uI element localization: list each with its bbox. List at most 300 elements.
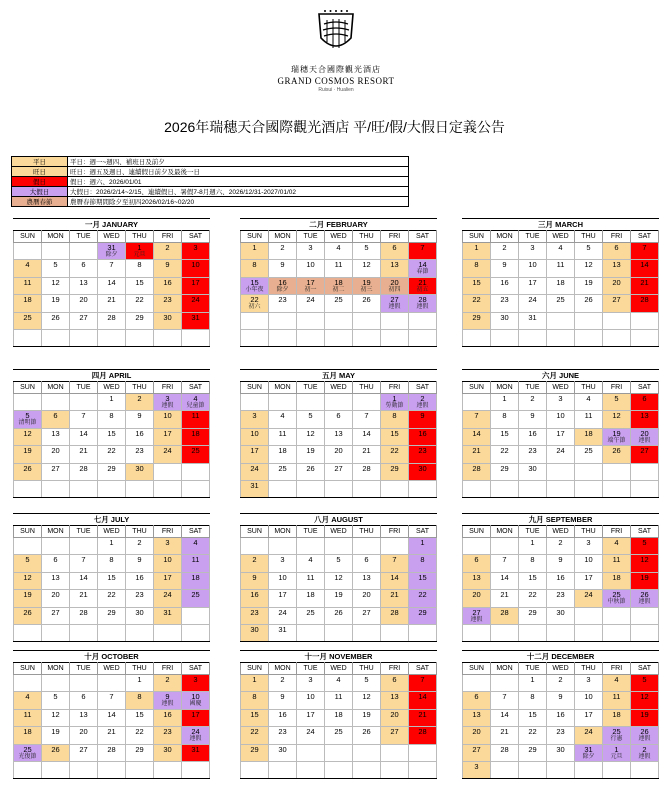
weekday-header: WED [325,231,353,243]
day-cell [42,675,70,692]
day-cell [42,572,70,589]
week-row [463,428,659,445]
day-number: 5 [364,243,369,252]
day-cell [126,329,154,346]
weekday-header: THU [353,663,381,675]
day-cell [325,411,353,428]
week-row [14,761,210,778]
logo-mark-icon [313,8,359,62]
weekday-header: SAT [409,231,437,243]
day-number: 14 [640,260,649,270]
weekday-header: THU [575,663,603,675]
day-number: 16 [528,428,537,438]
day-cell [269,243,297,260]
weekday-header: THU [126,382,154,394]
day-cell [631,411,659,428]
day-cell [42,480,70,497]
month-title: 九月 SEPTEMBER [462,513,659,525]
day-number: 23 [528,446,537,456]
day-cell [575,260,603,277]
day-cell [42,295,70,312]
day-number: 16 [278,277,287,287]
day-cell [575,727,603,744]
holiday-note: 連假 [189,736,202,743]
day-number: 26 [51,312,60,322]
day-cell [70,675,98,692]
day-cell [325,428,353,445]
day-number: 9 [137,411,142,421]
day-number: 7 [420,675,425,684]
day-number: 25 [191,446,200,456]
day-cell [241,329,269,346]
weekday-header: FRI [603,231,631,243]
day-cell [463,692,491,709]
day-number: 3 [558,394,563,403]
weekday-header: MON [269,231,297,243]
day-cell [409,744,437,761]
day-number: 1 [252,675,257,684]
day-cell [182,446,210,463]
day-number: 14 [390,572,399,582]
day-number: 18 [191,428,200,438]
week-row [463,480,659,497]
day-number: 11 [612,555,621,565]
day-cell [42,394,70,411]
day-cell [98,480,126,497]
day-number: 8 [502,411,507,421]
day-number: 7 [392,555,397,565]
month-calendar [13,369,210,498]
day-cell [182,590,210,607]
day-cell [325,590,353,607]
day-cell [519,243,547,260]
day-cell [353,607,381,624]
weekday-header: THU [126,231,154,243]
day-cell [547,572,575,589]
day-number: 29 [418,607,427,617]
weekday-header: MON [491,526,519,538]
day-number: 18 [306,590,315,600]
weekday-header: TUE [519,526,547,538]
day-number: 2 [502,243,507,252]
day-number: 6 [81,260,86,270]
day-number: 14 [500,572,509,582]
day-number: 3 [308,243,313,252]
day-cell [575,761,603,778]
month-calendar [462,650,659,779]
day-cell [547,709,575,726]
day-cell [297,312,325,329]
day-number: 24 [584,590,593,600]
day-cell [603,446,631,463]
day-number: 25 [23,312,32,322]
day-number: 6 [81,692,86,702]
day-number: 4 [308,555,313,565]
day-cell [70,312,98,329]
day-number: 9 [420,411,425,421]
day-cell [297,260,325,277]
day-cell [519,744,547,761]
weekday-header: WED [98,663,126,675]
day-number: 27 [334,463,343,473]
day-number: 6 [474,692,479,702]
day-cell [14,411,42,428]
day-cell [98,277,126,294]
weekday-header: SUN [463,382,491,394]
day-cell [353,744,381,761]
day-number: 9 [530,411,535,421]
day-number: 20 [472,590,481,600]
day-cell [547,555,575,572]
day-cell [14,590,42,607]
weekday-header: SUN [463,663,491,675]
day-cell [325,709,353,726]
weekday-header: WED [98,231,126,243]
day-number: 24 [163,446,172,456]
day-number: 21 [472,446,481,456]
legend-row [12,177,409,187]
day-cell [269,394,297,411]
day-number: 8 [420,555,425,565]
day-cell [42,555,70,572]
day-cell [491,295,519,312]
day-cell [182,394,210,411]
day-cell [353,761,381,778]
day-number: 22 [418,590,427,600]
day-cell [241,624,269,641]
day-cell [325,555,353,572]
month-title: 六月 JUNE [462,369,659,381]
day-number: 17 [250,446,259,456]
day-cell [631,480,659,497]
day-cell [603,428,631,445]
day-cell [70,761,98,778]
day-cell [126,480,154,497]
day-number: 17 [528,277,537,287]
day-cell [491,312,519,329]
legend-description: 平日：週一~週四、補班日及前夕 [68,157,409,167]
holiday-note: 除夕 [582,753,595,760]
day-number: 30 [556,744,565,754]
day-cell [14,480,42,497]
day-cell [409,428,437,445]
day-number: 6 [392,675,397,684]
week-row [463,394,659,411]
day-cell [297,761,325,778]
day-cell [70,572,98,589]
day-cell [547,727,575,744]
day-cell [575,463,603,480]
day-number: 4 [336,243,341,252]
week-row [241,411,437,428]
day-number: 22 [472,295,481,305]
day-number: 2 [558,675,563,684]
day-number: 16 [163,277,172,287]
day-number: 29 [107,607,116,617]
day-cell [353,312,381,329]
day-cell [42,607,70,624]
day-number: 30 [500,312,509,322]
day-cell [603,277,631,294]
holiday-note: 連假 [638,753,651,760]
day-number: 5 [25,411,30,421]
day-number: 17 [191,709,200,719]
day-number: 19 [362,709,371,719]
month-calendar [240,369,437,498]
week-row [241,572,437,589]
day-number: 17 [306,277,315,287]
legend-description: 大假日：2026/2/14~2/15、連續假日、暑假7-8月週六、2026/12/31-2027/01/02 [68,187,409,197]
day-cell [409,463,437,480]
day-number: 23 [556,727,565,737]
day-number: 6 [642,394,647,403]
week-row [463,675,659,692]
day-cell [241,295,269,312]
week-row [241,463,437,480]
weekday-header: TUE [297,382,325,394]
day-cell [297,675,325,692]
day-cell [603,709,631,726]
day-cell [70,394,98,411]
day-cell [325,624,353,641]
day-number: 29 [528,744,537,754]
month-title: 五月 MAY [240,369,437,381]
day-cell [491,428,519,445]
day-number: 1 [137,243,142,252]
weekday-header: THU [126,663,154,675]
day-number: 23 [278,295,287,305]
day-cell [325,727,353,744]
day-number: 19 [51,727,60,737]
day-number: 23 [418,446,427,456]
day-cell [491,243,519,260]
day-cell [98,260,126,277]
day-cell [297,624,325,641]
day-cell [381,428,409,445]
day-cell [325,480,353,497]
day-cell [126,243,154,260]
day-cell [463,538,491,555]
day-number: 6 [53,555,58,565]
day-number: 20 [51,446,60,456]
day-number: 31 [191,744,200,754]
day-cell [631,394,659,411]
day-cell [547,624,575,641]
day-number: 16 [163,709,172,719]
day-number: 22 [250,295,259,305]
weekday-header: WED [325,382,353,394]
day-number: 20 [362,590,371,600]
weekday-header: SUN [241,231,269,243]
day-number: 4 [614,538,619,547]
day-cell [241,243,269,260]
day-number: 30 [163,312,172,322]
week-row [463,761,659,778]
weekday-header: THU [353,526,381,538]
day-number: 2 [165,675,170,684]
day-cell [381,709,409,726]
day-number: 24 [191,295,200,305]
day-cell [297,555,325,572]
day-cell [491,607,519,624]
day-cell [519,607,547,624]
day-number: 2 [558,538,563,547]
day-cell [297,428,325,445]
day-cell [297,394,325,411]
day-cell [70,480,98,497]
weekday-header: MON [42,231,70,243]
week-row [14,295,210,312]
day-cell [14,446,42,463]
day-cell [14,394,42,411]
day-cell [98,555,126,572]
day-number: 20 [640,428,649,438]
week-row [14,572,210,589]
day-cell [154,312,182,329]
day-cell [491,329,519,346]
day-cell [463,590,491,607]
day-cell [297,607,325,624]
week-row [463,709,659,726]
day-cell [631,692,659,709]
day-cell [491,572,519,589]
week-row [463,260,659,277]
day-cell [603,463,631,480]
day-number: 9 [137,555,142,565]
day-cell [325,744,353,761]
day-cell [126,761,154,778]
week-row [241,555,437,572]
day-cell [241,260,269,277]
day-cell [98,428,126,445]
day-number: 16 [556,709,565,719]
day-cell [491,538,519,555]
day-cell [126,394,154,411]
day-number: 30 [528,463,537,473]
day-number: 26 [51,744,60,754]
weekday-header: FRI [603,663,631,675]
weekday-header: SUN [14,231,42,243]
day-number: 5 [586,243,591,252]
day-cell [241,607,269,624]
day-cell [42,538,70,555]
weekday-header: SAT [631,382,659,394]
week-row [241,394,437,411]
month-table [240,381,437,498]
day-cell [182,572,210,589]
day-number: 19 [362,277,371,287]
holiday-note: 連假 [416,403,429,409]
day-number: 3 [586,675,591,684]
holiday-note: 元旦 [610,753,623,760]
day-number: 31 [107,243,116,252]
week-row [241,312,437,329]
day-cell [182,624,210,641]
day-cell [547,411,575,428]
month-calendar [240,513,437,642]
weekday-header: FRI [381,663,409,675]
day-number: 2 [280,243,285,252]
week-row [241,761,437,778]
legend-row [12,157,409,167]
day-number: 16 [556,572,565,582]
day-cell [154,411,182,428]
day-number: 18 [556,277,565,287]
day-cell [98,590,126,607]
day-cell [547,607,575,624]
day-cell [547,243,575,260]
day-cell [98,312,126,329]
day-number: 20 [390,709,399,719]
day-number: 7 [81,411,86,421]
weekday-header: SAT [631,526,659,538]
day-number: 14 [418,692,427,702]
holiday-note: 國慶 [189,701,202,708]
month-table [13,381,210,498]
day-cell [631,463,659,480]
weekday-header: SAT [409,526,437,538]
day-cell [126,260,154,277]
weekday-header: MON [491,231,519,243]
week-row [463,243,659,260]
week-row [241,480,437,497]
legend-row [12,167,409,177]
day-number: 19 [334,590,343,600]
day-number: 11 [612,692,621,702]
day-cell [631,555,659,572]
day-cell [631,607,659,624]
day-number: 21 [500,590,509,600]
day-cell [575,394,603,411]
day-cell [154,295,182,312]
day-number: 18 [278,446,287,456]
day-number: 13 [79,709,88,719]
day-cell [491,675,519,692]
day-number: 12 [362,260,371,270]
holiday-note: 中秋節 [607,599,626,606]
day-number: 27 [640,446,649,456]
day-number: 7 [502,692,507,702]
day-cell [14,277,42,294]
week-row [14,538,210,555]
day-number: 17 [556,428,565,438]
month-calendar [240,218,437,347]
month-calendar [13,650,210,779]
day-number: 28 [390,607,399,617]
day-cell [241,411,269,428]
hotel-logo [266,8,406,93]
day-cell [70,624,98,641]
day-cell [297,727,325,744]
day-number: 15 [500,428,509,438]
week-row [463,411,659,428]
day-cell [519,463,547,480]
day-cell [575,607,603,624]
day-number: 8 [137,260,142,270]
day-cell [491,590,519,607]
day-cell [575,480,603,497]
day-number: 17 [163,572,172,582]
hotel-name-en: GRAND COSMOS RESORT [277,76,395,86]
day-number: 28 [79,607,88,617]
day-number: 8 [392,411,397,421]
day-cell [98,329,126,346]
day-cell [70,243,98,260]
day-number: 13 [612,260,621,270]
day-number: 27 [472,607,481,617]
week-row [463,555,659,572]
day-cell [182,295,210,312]
